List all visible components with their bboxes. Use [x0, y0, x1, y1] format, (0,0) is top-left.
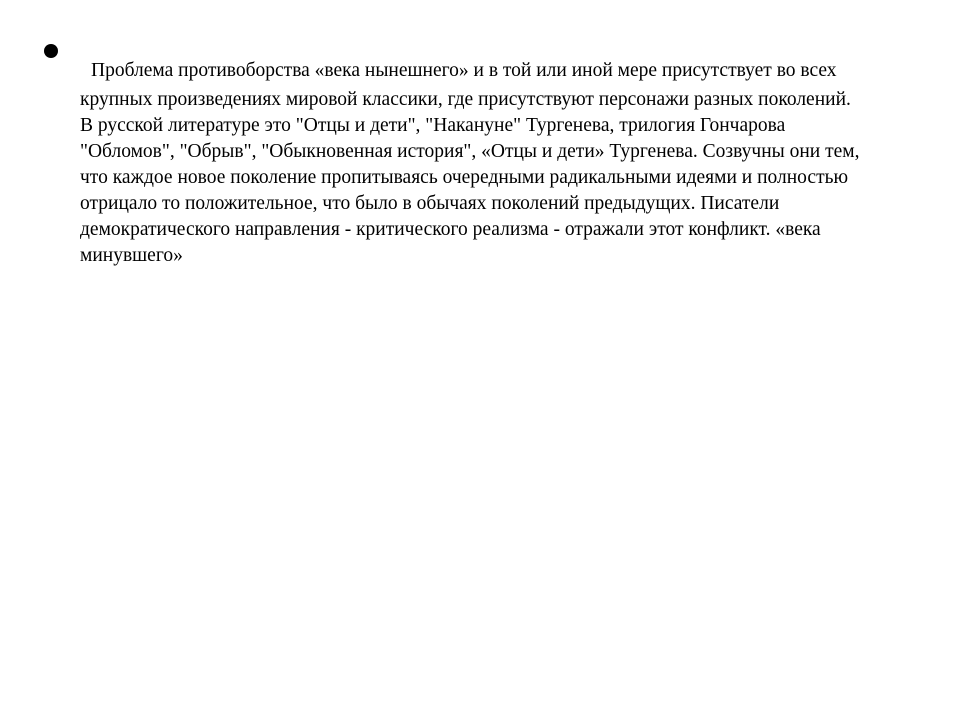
paragraph-line: отрицало то положительное, что было в обычаях поколений предыдущих. Писатели	[80, 193, 780, 214]
paragraph-line: что каждое новое поколение пропитываясь очередными радикальными идеями и полностью	[80, 167, 849, 188]
paragraph-line: В русской литературе это "Отцы и дети", "Накануне" Тургенева, трилогия Гончарова	[80, 115, 786, 136]
paragraph-line: минувшего»	[80, 245, 183, 266]
paragraph-line: крупных произведениях мировой классики, где присутствуют персонажи разных поколений.	[80, 89, 851, 110]
bullet-point-icon	[44, 44, 58, 58]
paragraph-line: Проблема противоборства «века нынешнего» и в той или иной мере присутствует во всех	[91, 60, 837, 81]
paragraph-line: демократического направления - критического реализма - отражали этот конфликт. «века	[80, 219, 821, 240]
bullet-paragraph	[80, 58, 940, 269]
paragraph-line: "Обломов", "Обрыв", "Обыкновенная история", «Отцы и дети» Тургенева. Созвучны они тем,	[80, 141, 860, 162]
